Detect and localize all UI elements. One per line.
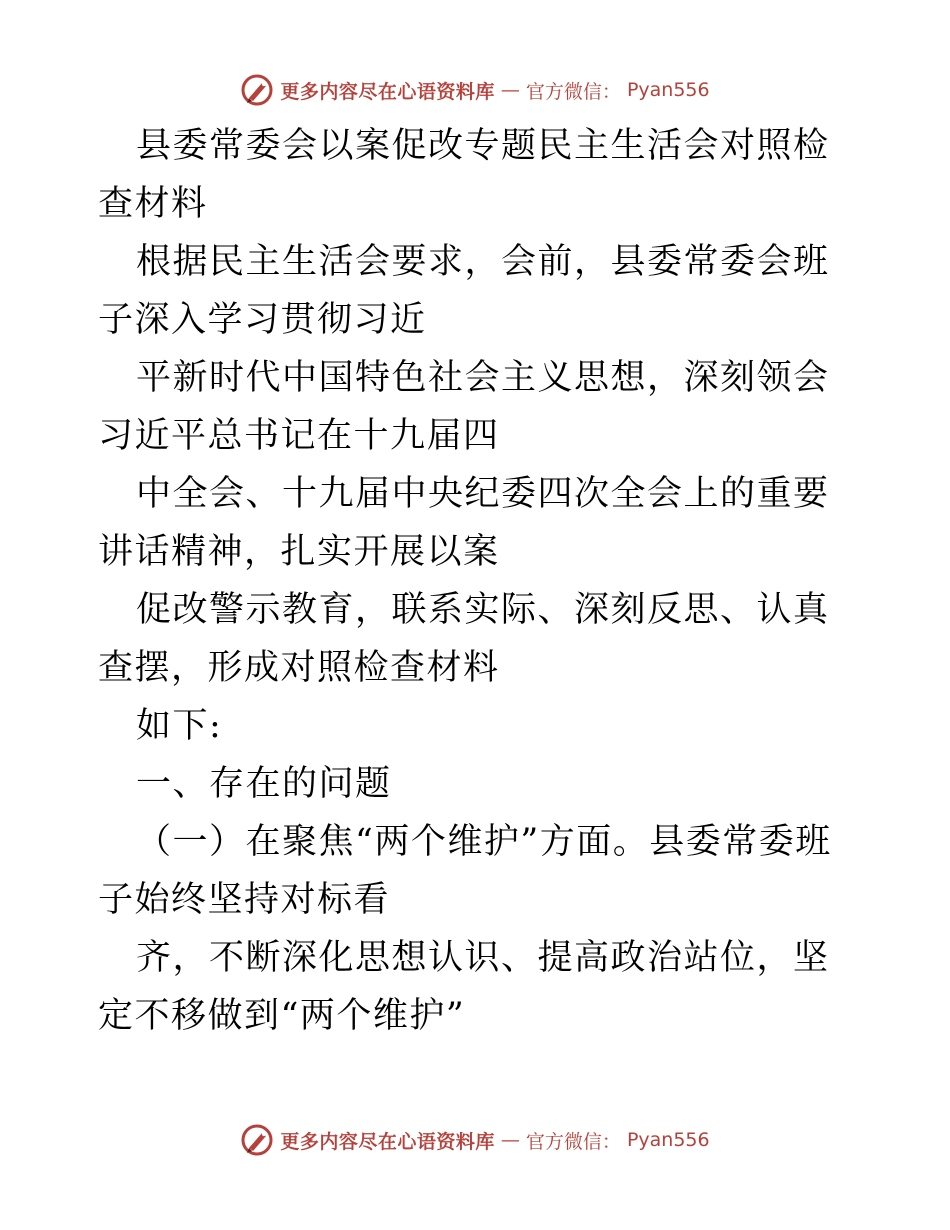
watermark-wechat-label: 官方微信： [525,1130,621,1153]
pen-logo-icon [240,1123,274,1157]
watermark-site-text: 更多内容尽在心语资料库 [280,80,495,103]
section-heading: 一、存在的问题 [136,764,392,804]
document-title: 县委常委会以案促改专题民主生活会对照检查材料 [98,126,830,224]
watermark-dash: — [500,79,520,101]
pen-logo-icon [240,73,274,107]
watermark-dash: — [500,1129,520,1151]
footer-watermark [0,1122,950,1158]
watermark-wechat-id: Pyan556 [626,79,710,101]
header-watermark [0,72,950,108]
watermark-wechat-label: 官方微信： [525,80,621,103]
watermark-wechat-id: Pyan556 [626,1129,710,1151]
paragraph-3: 中全会、十九届中央纪委四次全会上的重要讲话精神，扎实开展以案 [98,474,830,572]
paragraph-4: 促改警示教育，联系实际、深刻反思、认真查摆，形成对照检查材料 [98,590,830,688]
document-body [98,117,858,1045]
paragraph-5: 如下: [136,706,223,746]
paragraph-1: 根据民主生活会要求，会前，县委常委会班子深入学习贯彻习近 [98,242,830,340]
paragraph-2: 平新时代中国特色社会主义思想，深刻领会习近平总书记在十九届四 [98,358,830,456]
watermark-site-text: 更多内容尽在心语资料库 [280,1130,495,1153]
paragraph-8: 齐，不断深化思想认识、提高政治站位，坚定不移做到“两个维护” [98,938,830,1036]
paragraph-7: （一）在聚焦“两个维护”方面。县委常委班子始终坚持对标看 [98,822,832,920]
